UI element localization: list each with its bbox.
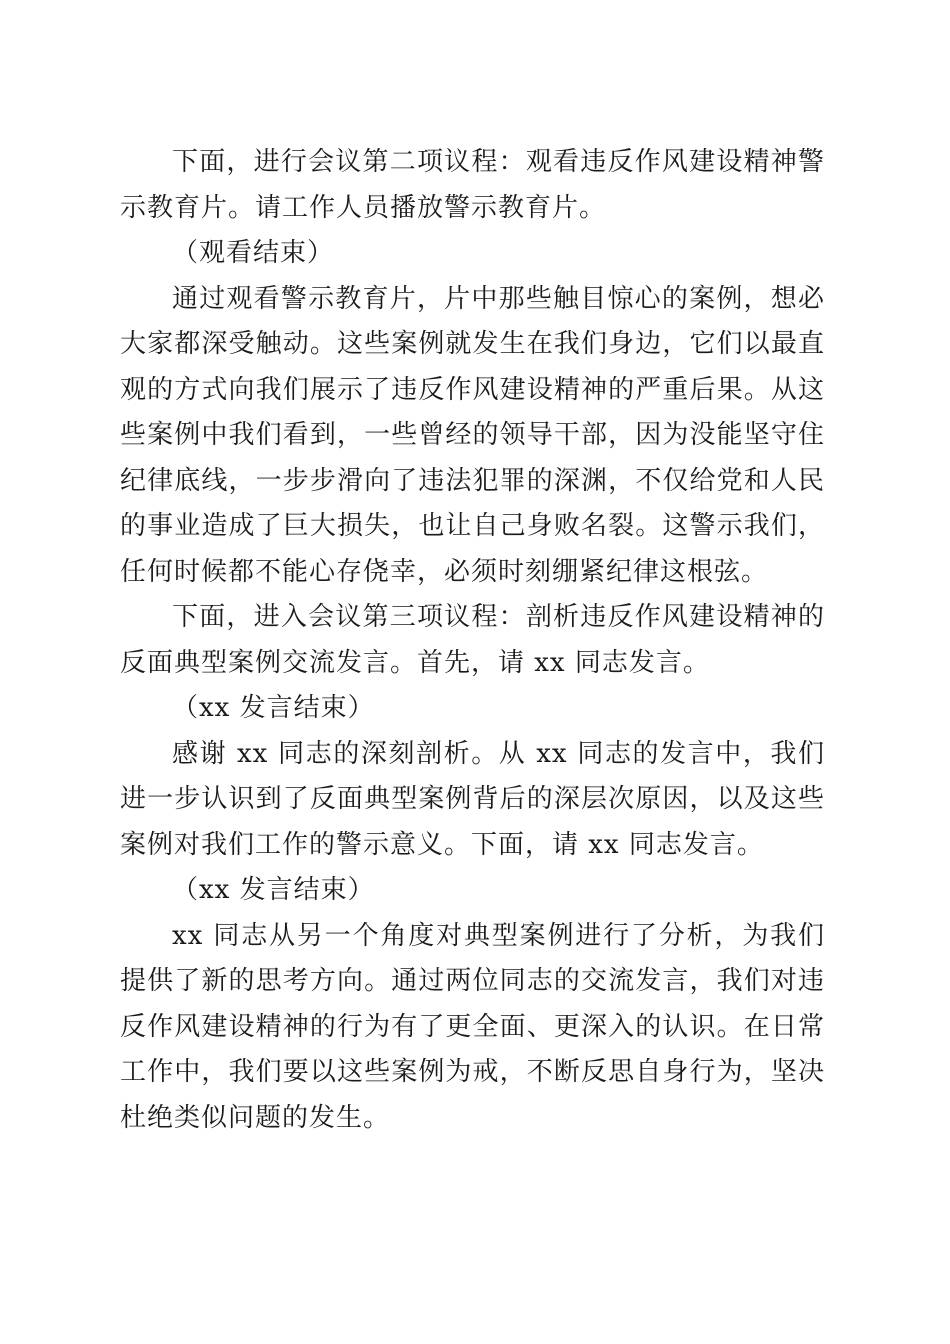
- paragraph-video-reflection: 通过观看警示教育片，片中那些触目惊心的案例，想必大家都深受触动。这些案例就发生在我们身边，它们以最直观的方式向我们展示了违反作风建设精神的严重后果。从这些案例中我们看到，一些曾经的领导干部，因为没能坚守住纪律底线，一步步滑向了违法犯罪的深渊，不仅给党和人民的事业造成了巨大损失，也让自己身败名裂。这警示我们，任何时候都不能心存侥幸，必须时刻绷紧纪律这根弦。: [120, 283, 825, 587]
- note-second-speech-ended: （xx 发言结束）: [172, 875, 375, 905]
- paragraph-summary: xx 同志从另一个角度对典型案例进行了分析，为我们提供了新的思考方向。通过两位同志的交流发言，我们对违反作风建设精神的行为有了更全面、更深入的认识。在日常工作中，我们要以这些案例为戒，不断反思自身行为，坚决杜绝类似问题的发生。: [120, 920, 825, 1133]
- paragraph-agenda-item-two: 下面，进行会议第二项议程：观看违反作风建设精神警示教育片。请工作人员播放警示教育片。: [120, 147, 825, 223]
- paragraph-thanks-first-speaker: 感谢 xx 同志的深刻剖析。从 xx 同志的发言中，我们进一步认识到了反面典型案例背后的深层次原因，以及这些案例对我们工作的警示意义。下面，请 xx 同志发言。: [120, 738, 825, 860]
- note-first-speech-ended: （xx 发言结束）: [172, 693, 375, 723]
- document-body: [120, 140, 825, 1141]
- paragraph-agenda-item-three: 下面，进入会议第三项议程：剖析违反作风建设精神的反面典型案例交流发言。首先，请 xx 同志发言。: [120, 602, 825, 678]
- note-viewing-ended: （观看结束）: [172, 238, 335, 268]
